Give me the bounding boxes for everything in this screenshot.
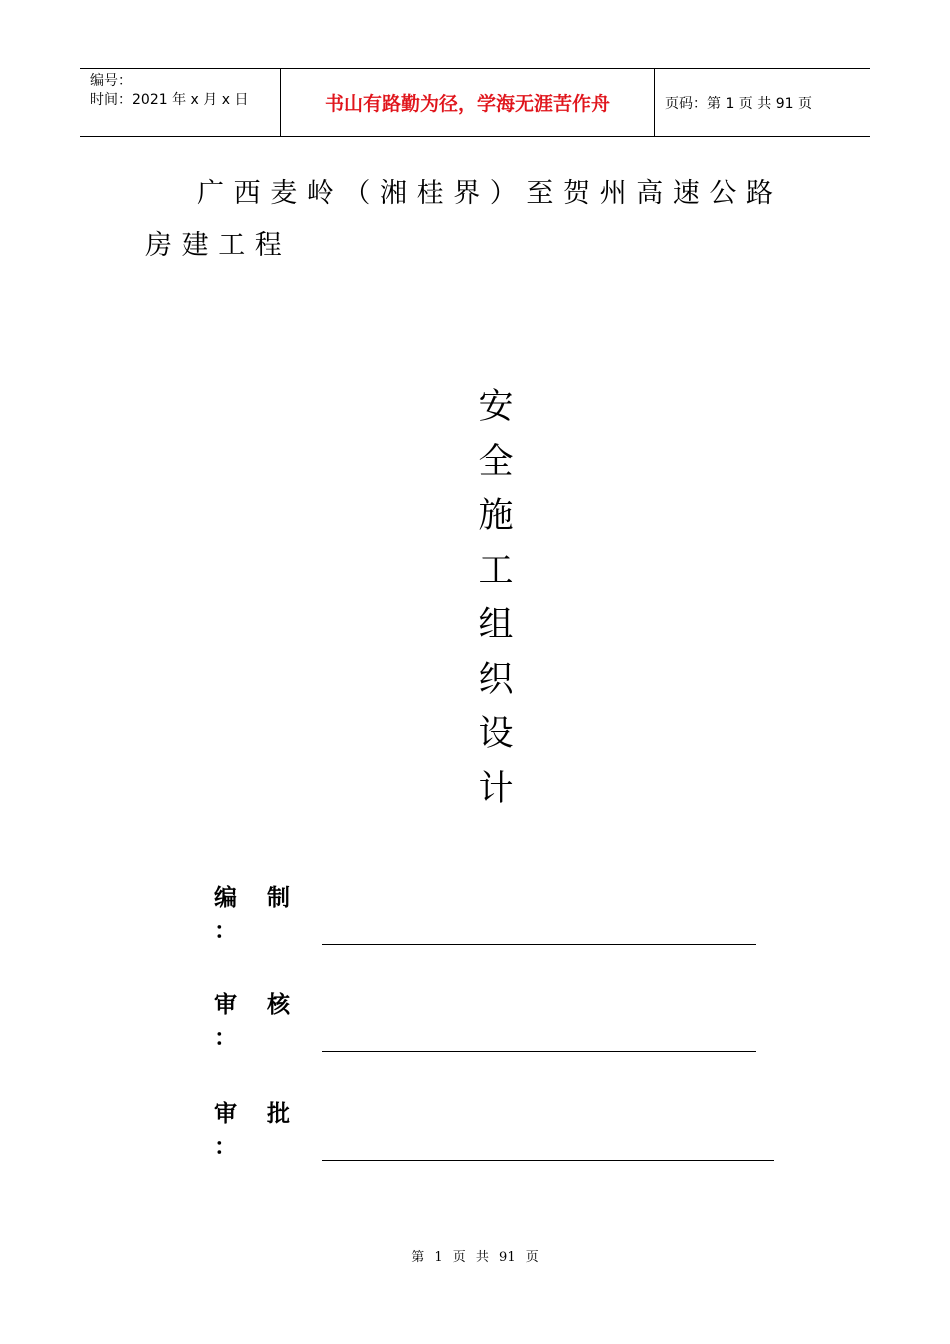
signature-row-approve [214, 1101, 774, 1161]
number-label: 编号： [90, 73, 132, 89]
document-header [80, 68, 870, 137]
signature-line [322, 1136, 774, 1161]
signature-label: 编 制 ： [214, 885, 302, 944]
main-title-char: 施 [478, 496, 514, 536]
signature-line [322, 1027, 756, 1052]
signature-label: 审 核 ： [214, 992, 302, 1051]
date-label: 时间：2021 年 x 月 x 日 [90, 92, 249, 108]
signature-row-review [214, 992, 756, 1052]
signature-line [322, 920, 756, 945]
main-title-char: 织 [478, 659, 514, 700]
main-title-char: 计 [478, 768, 514, 809]
signature-label: 审 批 ： [214, 1101, 302, 1160]
motto-text: 书山有路勤为径，学海无涯苦作舟 [324, 93, 610, 115]
main-title-char: 组 [478, 605, 514, 645]
main-title-char: 设 [478, 714, 514, 754]
main-title-char: 工 [478, 550, 514, 591]
header-meta-cell [80, 69, 281, 136]
main-title-char: 全 [478, 441, 514, 482]
page-footer: 第 1 页 共 91 页 [411, 1250, 539, 1265]
header-page-cell [655, 69, 870, 136]
main-title-char: 安 [478, 387, 514, 427]
signature-row-compile [214, 885, 756, 945]
main-title [474, 380, 518, 816]
project-title: 广西麦岭（湘桂界）至贺州高速公路房建工程 [145, 178, 783, 261]
page-info: 页码：第 1 页 共 91 页 [665, 95, 812, 112]
header-motto-cell [281, 69, 655, 136]
